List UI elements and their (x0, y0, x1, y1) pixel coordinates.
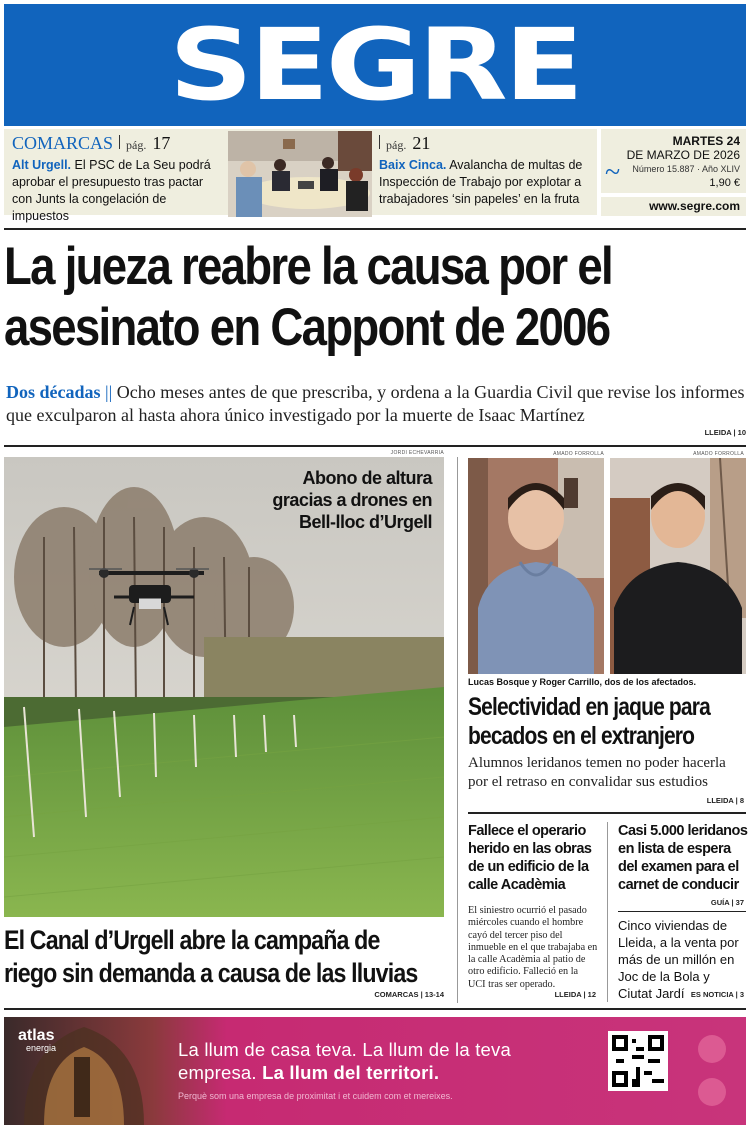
slogan-line: La llum de casa teva. La llum de la teva (178, 1039, 511, 1060)
photo-credit: JORDI ECHEVARRIA (390, 450, 444, 456)
teaser-text: El PSC de La Seu podrá aprobar el presupuesto tras pactar con Junts la congelación de impuestos (12, 158, 211, 223)
selectividad-headline[interactable] (468, 693, 710, 751)
drone-headline[interactable] (4, 924, 417, 990)
brand-name: atlas (18, 1027, 55, 1044)
teaser-lead: Baix Cinca. (379, 158, 447, 172)
atlas-ad[interactable] (4, 1017, 746, 1125)
page-label: pág. (386, 138, 407, 152)
divider (468, 812, 746, 814)
ad-small-text: Perquè som una empresa de proximitat i et cuidem com et mereixes. (178, 1091, 453, 1101)
headline-line: riego sin demanda a causa de las lluvias (4, 958, 418, 988)
drone-photo (4, 457, 444, 917)
divider (4, 445, 746, 447)
segre-logo: SEGRE (169, 7, 581, 123)
carnet-headline[interactable]: Casi 5.000 leridanos en lista de espera del examen para el carnet de conducir (618, 823, 748, 893)
student-photo-lucas (468, 458, 604, 674)
atlas-logo (18, 1027, 56, 1053)
main-headline[interactable] (4, 236, 642, 358)
date-box (601, 129, 746, 193)
selectividad-summary: Alumnos leridanos temen no poder hacerla por el retraso en convalidar sus estudios (468, 755, 726, 790)
qr-code-icon[interactable] (608, 1031, 668, 1091)
photo-credit: AMADO FORROLLA (553, 451, 604, 457)
slogan-line: empresa. (178, 1062, 263, 1083)
viviendas-summary[interactable]: Cinco viviendas de Lleida, a la venta por más de un millón en Joc de la Bola y Ciutat Jardí (618, 918, 739, 1001)
page-ref: LLEIDA | 10 (704, 428, 746, 437)
column-divider (457, 457, 458, 1003)
headline-line: becados en el extranjero (468, 722, 695, 750)
headline-line: asesinato en Cappont de 2006 (4, 298, 610, 357)
kicker-label: Dos décadas (6, 382, 101, 402)
operario-summary: El siniestro ocurrió el pasado miércoles cuando el hombre cayó del tercer piso del inmueble en el que trabajaba en la calle Acadèmia al patio de otro edificio. Falleció en la UCI tras ser operado. (468, 905, 598, 990)
date-day: MARTES 24 (672, 134, 740, 148)
slogan-bold: La llum del territori. (262, 1062, 440, 1083)
page-ref: ES NOTICIA | 3 (690, 990, 744, 999)
page-ref: LLEIDA | 12 (554, 990, 596, 999)
ad-slogan (178, 1038, 511, 1084)
meeting-photo (228, 131, 372, 217)
main-subhead: Dos décadas || Ocho meses antes de que prescriba, y ordena a la Guardia Civil que revise los informes que exculparon al hasta ahora único investigado por la muerte de Isaac Martínez (6, 382, 745, 425)
page-ref: COMARCAS | 13-14 (374, 990, 444, 999)
page-number: 21 (412, 133, 431, 153)
teaser-lead: Alt Urgell. (12, 158, 72, 172)
website-link[interactable]: www.segre.com (601, 197, 746, 216)
overlay-line: Abono de altura (302, 468, 432, 488)
divider (4, 1008, 746, 1010)
student-photo-roger (610, 458, 746, 674)
divider (4, 228, 746, 230)
page-ref: LLEIDA | 8 (706, 796, 744, 805)
operario-headline[interactable]: Fallece el operario herido en las obras de un edificio de la calle Acadèmia (468, 823, 592, 893)
page-ref: GUÍA | 37 (710, 898, 744, 907)
issue-number: Número 15.887 · Año XLIV (632, 164, 740, 174)
headline-line: La jueza reabre la causa por el (4, 237, 612, 296)
wave-icon: ~ (605, 157, 621, 188)
section-label: COMARCAS (12, 133, 114, 153)
overlay-line: Bell-lloc d’Urgell (298, 512, 432, 532)
subhead-text: Ocho meses antes de que prescriba, y ordena a la Guardia Civil que revise los informes que exculparon al hasta ahora único investigado por la muerte de Isaac Martínez (6, 382, 745, 425)
divider (618, 911, 746, 912)
masthead (4, 4, 746, 126)
brand-sub: energia (26, 1043, 57, 1053)
teaser-comarcas[interactable] (12, 133, 224, 225)
page-number: 17 (152, 133, 171, 153)
teaser-baix-cinca[interactable] (379, 133, 593, 208)
page-label: pág. (126, 138, 147, 152)
headline-line: Selectividad en jaque para (468, 693, 710, 721)
photo-overlay-title (272, 467, 432, 533)
price: 1,90 € (709, 177, 740, 189)
column-divider (607, 822, 608, 1002)
teaser-text: Avalancha de multas de Inspección de Trabajo por explotar a trabajadores ‘sin papeles’ en la fruta (379, 158, 583, 206)
photo-caption: Lucas Bosque y Roger Carrillo, dos de los afectados. (468, 677, 697, 687)
headline-line: El Canal d’Urgell abre la campaña de (4, 925, 380, 955)
overlay-line: gracias a drones en (272, 490, 432, 510)
photo-credit: AMADO FORROLLA (693, 451, 744, 457)
date-text: DE MARZO DE 2026 (626, 148, 740, 162)
